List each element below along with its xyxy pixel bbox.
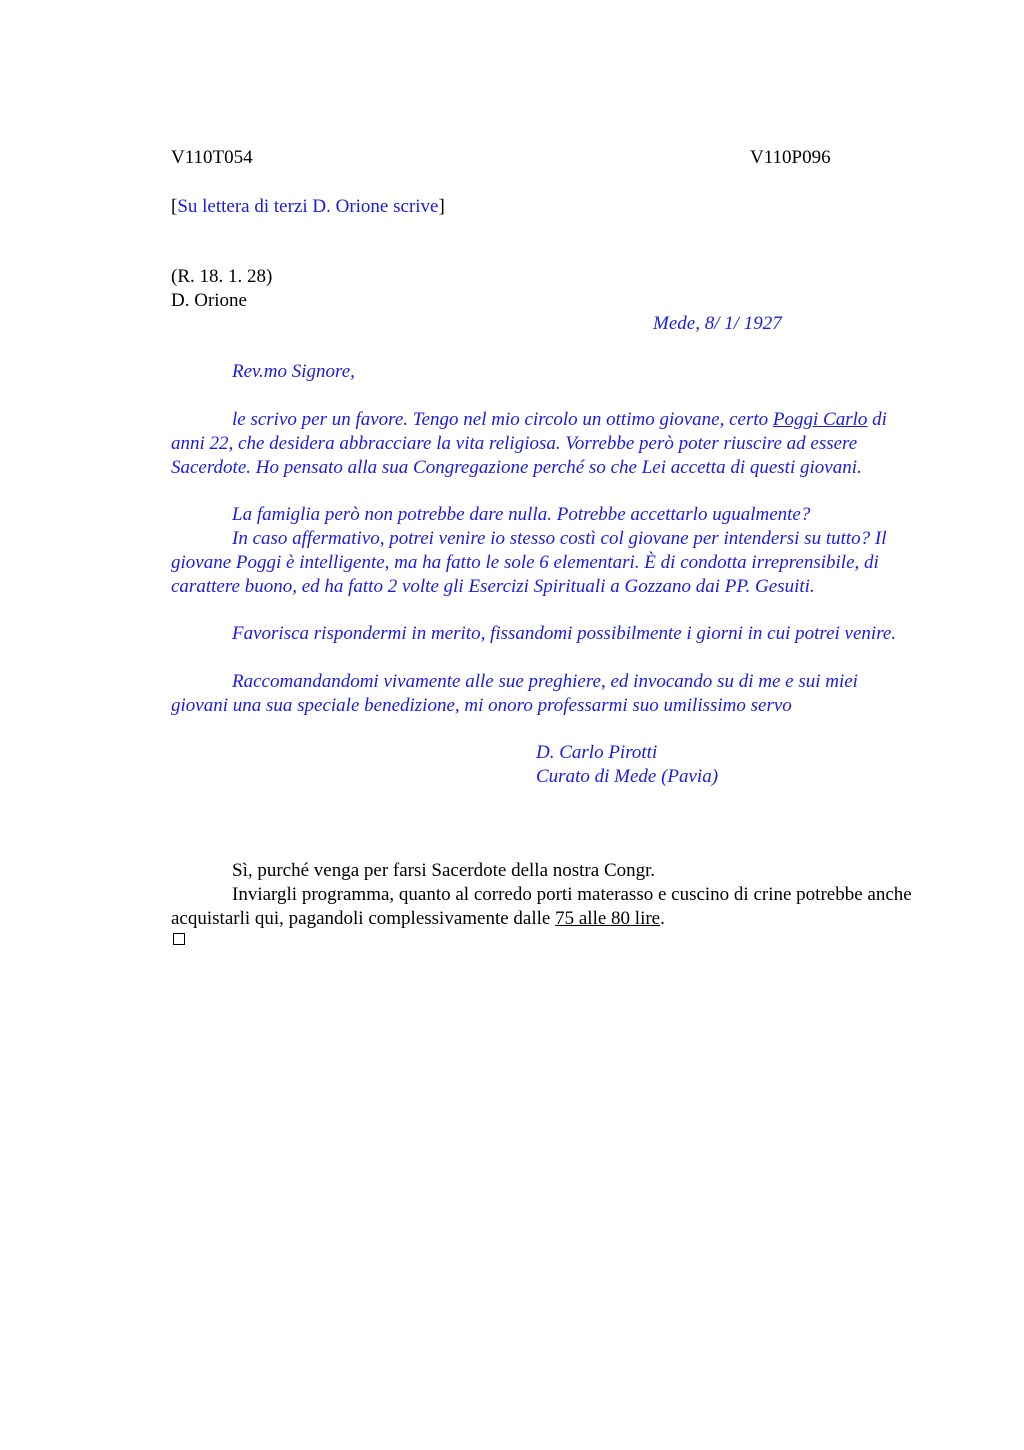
signature-name: D. Carlo Pirotti: [536, 742, 658, 763]
price-range: 75 alle 80 lire: [555, 908, 661, 929]
letter-paragraph-4: Favorisca rispondermi in merito, fissandomi possibilmente i giorni in cui potrei venire.: [232, 623, 897, 644]
letter-p1-end: di anni 22, che desidera abbracciare la vita religiosa. Vorrebbe però poter riuscire ad essere Sacerdote. Ho pensato alla sua Congregazione perché so che Lei accetta di questi giovani.: [171, 409, 887, 478]
candidate-name: Poggi Carlo: [772, 409, 868, 430]
reply-paragraph-2: [171, 883, 919, 931]
reply-paragraph-1: Sì, purché venga per farsi Sacerdote della nostra Congr.: [232, 860, 656, 881]
document-code-left: V110T054: [171, 147, 253, 168]
letter-place-date: Mede, 8/ 1/ 1927: [653, 313, 782, 334]
letter-p1-start: le scrivo per un favore. Tengo nel mio circolo un ottimo giovane, certo: [232, 409, 773, 430]
letter-paragraph-3: In caso affermativo, potrei venire io stesso costì col giovane per intendersi su tutto? Il giovane Poggi è intelligente, ma ha fatto le sole 6 elementari. È di condotta irreprensibile, di carattere buono, ed ha fatto 2 volte gli Esercizi Spirituali a Gozzano dai PP. Gesuiti.: [171, 528, 887, 597]
note-text: Su lettera di terzi D. Orione scrive: [177, 196, 439, 217]
letter-paragraph-5: Raccomandandomi vivamente alle sue preghiere, ed invocando su di me e sui miei giovani una sua speciale benedizione, mi onoro professarmi suo umilissimo servo: [171, 671, 858, 716]
letter-salutation: Rev.mo Signore,: [232, 361, 355, 382]
document-code-right: V110P096: [750, 147, 831, 168]
editorial-note: [171, 195, 445, 219]
letter-paragraph-1: [171, 408, 919, 480]
note-bracket-open: [: [171, 196, 178, 217]
received-by: D. Orione: [171, 290, 247, 311]
note-bracket-close: ]: [438, 196, 445, 217]
reply-p2-start: Inviargli programma, quanto al corredo porti materasso e cuscino di crine potrebbe anche acquistarli qui, pagandoli complessivamente dalle: [171, 884, 912, 929]
letter-paragraph-2: La famiglia però non potrebbe dare nulla. Potrebbe accettarlo ugualmente?: [232, 504, 811, 525]
received-date: (R. 18. 1. 28): [171, 266, 273, 287]
reply-p2-end: .: [660, 908, 665, 929]
end-marker-square-icon: [173, 933, 185, 945]
signature-title: Curato di Mede (Pavia): [536, 766, 719, 787]
